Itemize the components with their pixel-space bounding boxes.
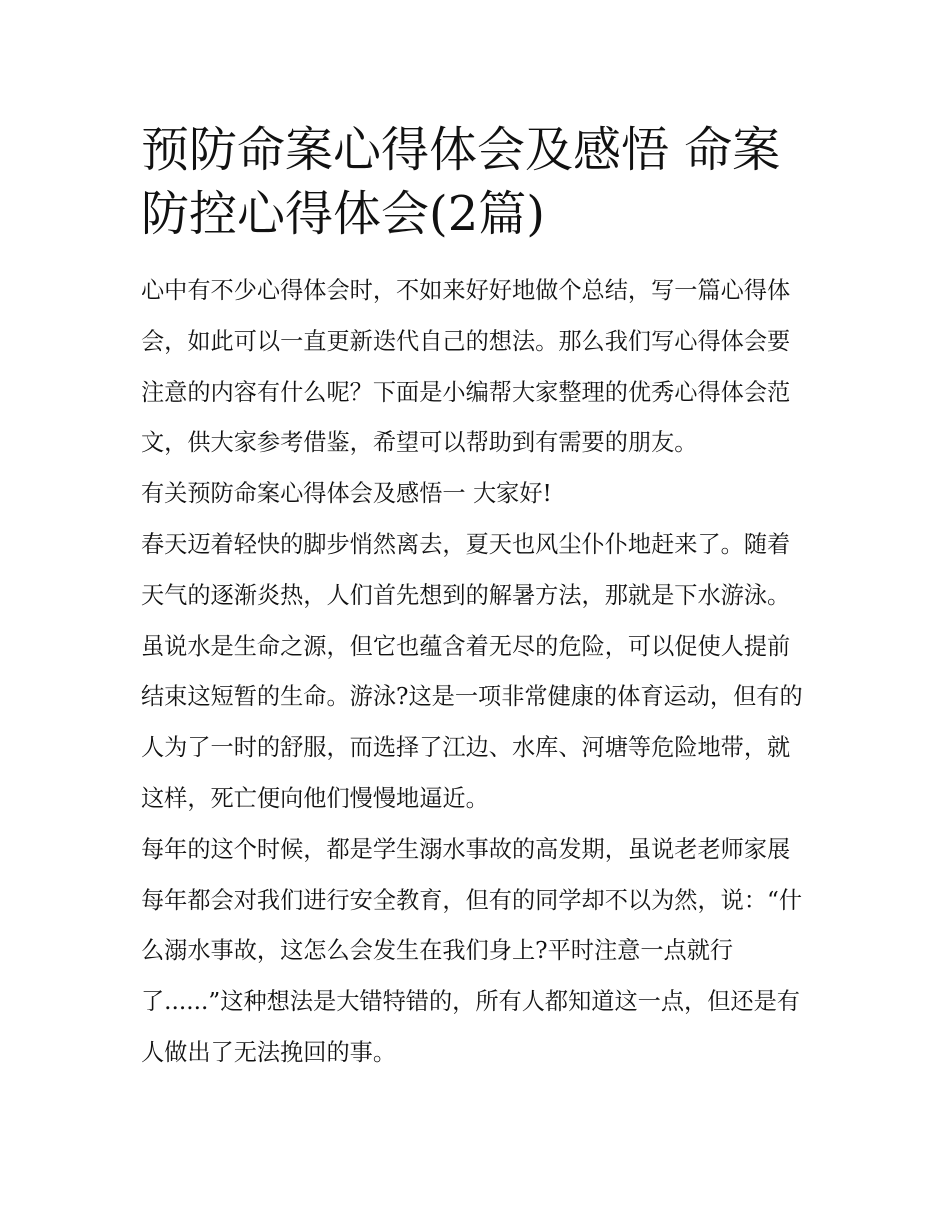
document-body [141,266,813,1079]
document-title: 预防命案心得体会及感悟 命案防控心得体会(2篇) [141,122,781,242]
paragraph-spring-summer: 春天迈着轻快的脚步悄然离去，夏天也风尘仆仆地赶来了。随着天气的逐渐炎热，人们首先想到的解暑方法，那就是下水游泳。虽说水是生命之源，但它也蕴含着无尽的危险，可以促使人提前结束这短暂的生命。游泳?这是一项非常健康的体育运动，但有的人为了一时的舒服，而选择了江边、水库、河塘等危险地带，就这样，死亡便向他们慢慢地逼近。 [141,530,803,812]
document-content [141,118,813,1079]
paragraph-drowning-season: 每年的这个时候，都是学生溺水事故的高发期，虽说老老师家展每年都会对我们进行安全教育，但有的同学却不以为然，说：“什么溺水事故，这怎么会发生在我们身上?平时注意一点就行了......”这种想法是大错特错的，所有人都知道这一点，但还是有人做出了无法挽回的事。 [141,835,803,1066]
paragraph-intro: 心中有不少心得体会时，不如来好好地做个总结，写一篇心得体会，如此可以一直更新迭代自己的想法。那么我们写心得体会要注意的内容有什么呢？下面是小编帮大家整理的优秀心得体会范文，供大家参考借鉴，希望可以帮助到有需要的朋友。 [141,277,791,457]
paragraph-heading-one: 有关预防命案心得体会及感悟一 大家好! [141,480,552,508]
